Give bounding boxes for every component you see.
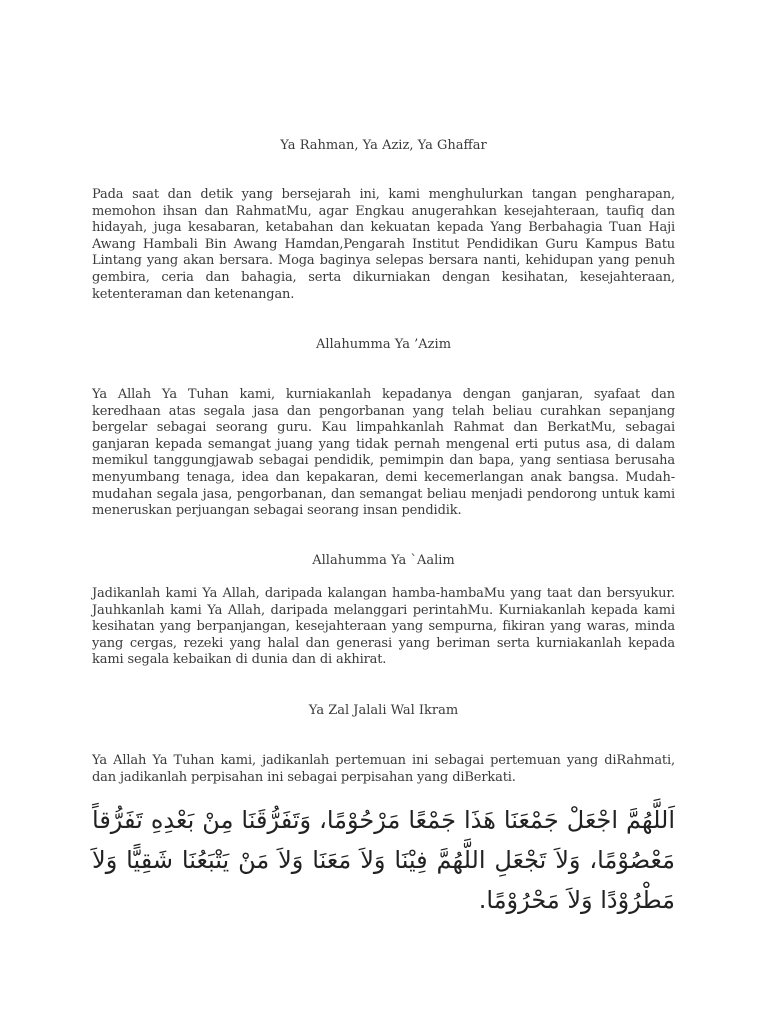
section-paragraph-1: Pada saat dan detik yang bersejarah ini, kami menghulurkan tangan pengharapan, memohon ihsan dan RahmatMu, agar Engkau anugerahkan kesejahteraan, taufiq dan hidayah, juga kesabaran, ketabahan dan kekuatan kepada Yang Berbahagia Tuan Haji Awang Hambali Bin Awang Hamdan,Pengarah Institut Pendidikan Guru Kampus Batu Lintang yang akan bersara. Moga baginya selepas bersara nanti, kehidupan yang penuh gembira, ceria dan bahagia, serta dikurniakan dengan kesihatan, kesejahteraan, ketenteraman dan ketenangan. <box>92 187 675 302</box>
section-heading-2: Allahumma Ya ’Azim <box>315 337 452 352</box>
section-heading-3: Allahumma Ya `Aalim <box>312 553 455 568</box>
arabic-prayer: اَللَّهُمَّ اجْعَلْ جَمْعَنَا هَذَا جَمْعًا مَرْحُوْمًا، وَتَفَرُّقَنَا مِنْ بَعْدِهِ تَفَرُّقاً مَعْصُوْمًا، وَلاَ تَجْعَلِ اللَّهُمَّ فِيْنَا وَلاَ مَعَنَا وَلاَ مَنْ يَتْبَعُنَا شَقِيًّا وَلاَ مَطْرُوْدًا وَلاَ مَحْرُوْمًا. <box>92 806 675 914</box>
section-paragraph-2: Ya Allah Ya Tuhan kami, kurniakanlah kepadanya dengan ganjaran, syafaat dan keredhaan atas segala jasa dan pengorbanan yang telah beliau curahkan sepanjang bergelar sebagai seorang guru. Kau limpahkanlah Rahmat dan BerkatMu, sebagai ganjaran kepada semangat juang yang tidak pernah mengenal erti putus asa, di dalam memikul tanggungjawab sebagai pendidik, pemimpin dan bapa, yang sentiasa berusaha menyumbang tenaga, idea dan kepakaran, demi kecemerlangan anak bangsa. Mudah-mudahan segala jasa, pengorbanan, dan semangat beliau menjadi pendorong untuk kami meneruskan perjuangan sebagai seorang insan pendidik. <box>92 387 675 519</box>
section-paragraph-4: Ya Allah Ya Tuhan kami, jadikanlah pertemuan ini sebagai pertemuan yang diRahmati, dan jadikanlah perpisahan ini sebagai perpisahan yang diBerkati. <box>92 753 675 785</box>
section-heading-1: Ya Rahman, Ya Aziz, Ya Ghaffar <box>280 138 487 153</box>
section-heading-4: Ya Zal Jalali Wal Ikram <box>308 703 459 718</box>
section-paragraph-3: Jadikanlah kami Ya Allah, daripada kalangan hamba-hambaMu yang taat dan bersyukur. Jauhkanlah kami Ya Allah, daripada melanggari perintahMu. Kurniakanlah kepada kami kesihatan yang berpanjangan, kesejahteraan yang sempurna, fikiran yang waras, minda yang cergas, rezeki yang halal dan generasi yang beriman serta kurniakanlah kepada kami segala kebaikan di dunia dan di akhirat. <box>92 586 675 668</box>
